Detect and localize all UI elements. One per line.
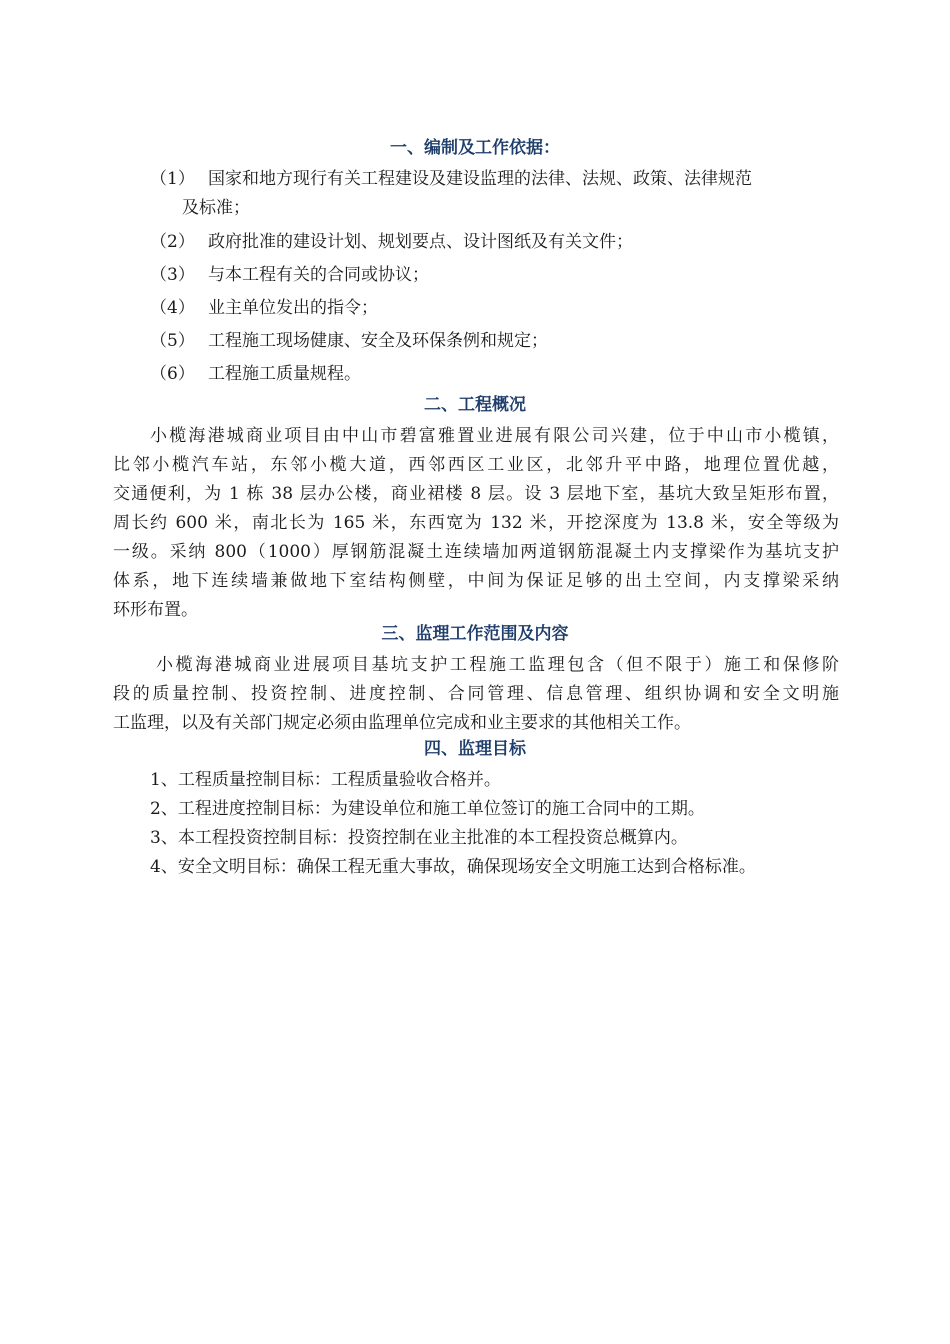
item5-text: 工程施工现场健康、安全及环保条例和规定； — [208, 331, 548, 351]
item4-number: （4） — [150, 298, 195, 318]
item6-number: （6） — [150, 364, 195, 384]
item1-continuation: 及标准； — [182, 198, 250, 218]
item6-text: 工程施工质量规程。 — [208, 364, 361, 384]
item1-number: （1） — [150, 169, 195, 189]
overview-line-7: 环形布置。 — [113, 600, 198, 620]
overview-line-3: 交通便利，为 1 栋 38 层办公楼，商业裙楼 8 层。设 3 层地下室，基坑大致呈矩形布置， — [113, 484, 839, 504]
item4-text: 业主单位发出的指令； — [208, 298, 378, 318]
overview-line-1: 小榄海港城商业项目由中山市碧富雅置业进展有限公司兴建，位于中山市小榄镇， — [150, 426, 839, 446]
item3-number: （3） — [150, 265, 195, 285]
section4-heading: 四、监理目标 — [424, 739, 526, 759]
goal-2: 2、工程进度控制目标：为建设单位和施工单位签订的施工合同中的工期。 — [150, 799, 705, 819]
goal-1: 1、工程质量控制目标：工程质量验收合格并。 — [150, 770, 501, 790]
item5-number: （5） — [150, 331, 195, 351]
goal-3: 3、本工程投资控制目标：投资控制在业主批准的本工程投资总概算内。 — [150, 828, 688, 848]
item2-text: 政府批准的建设计划、规划要点、设计图纸及有关文件； — [208, 232, 633, 252]
item2-number: （2） — [150, 232, 195, 252]
scope-line-3: 工监理，以及有关部门规定必须由监理单位完成和业主要求的其他相关工作。 — [113, 713, 691, 733]
item1-text: 国家和地方现行有关工程建设及建设监理的法律、法规、政策、法律规范 — [208, 169, 752, 189]
scope-line-2: 段的质量控制、投资控制、进度控制、合同管理、信息管理、组织协调和安全文明施 — [113, 684, 839, 704]
section3-heading: 三、监理工作范围及内容 — [381, 624, 569, 644]
overview-line-6: 体系，地下连续墙兼做地下室结构侧壁，中间为保证足够的出土空间，内支撑梁采纳 — [113, 571, 839, 591]
overview-line-5: 一级。采纳 800（1000）厚钢筋混凝土连续墙加两道钢筋混凝土内支撑梁作为基坑支护 — [113, 542, 839, 562]
section1-heading: 一、编制及工作依据： — [390, 138, 560, 158]
scope-line-1: 小榄海港城商业进展项目基坑支护工程施工监理包含（但不限于）施工和保修阶 — [156, 655, 839, 675]
overview-line-4: 周长约 600 米，南北长为 165 米，东西宽为 132 米，开挖深度为 13.8 米，安全等级为 — [113, 513, 839, 533]
goal-4: 4、安全文明目标：确保工程无重大事故，确保现场安全文明施工达到合格标准。 — [150, 857, 756, 877]
section2-heading: 二、工程概况 — [424, 395, 526, 415]
item3-text: 与本工程有关的合同或协议； — [208, 265, 429, 285]
overview-line-2: 比邻小榄汽车站，东邻小榄大道，西邻西区工业区，北邻升平中路，地理位置优越， — [113, 455, 839, 475]
